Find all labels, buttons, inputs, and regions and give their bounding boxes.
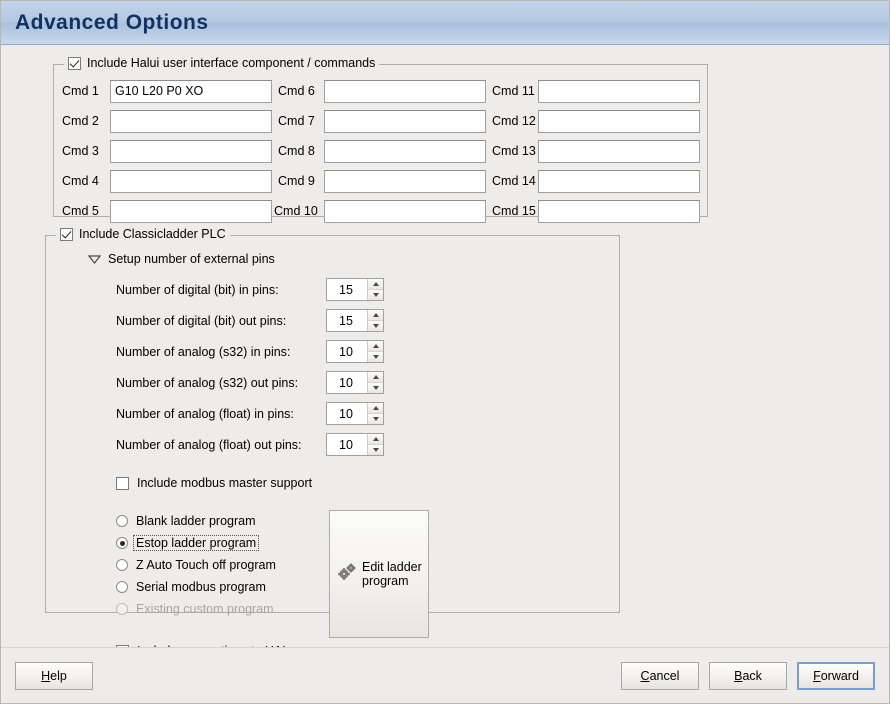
pin-row [64, 400, 609, 427]
edit-ladder-program-button[interactable] [329, 510, 429, 638]
cmd-input-2[interactable] [110, 110, 272, 133]
spinner-float-out[interactable] [326, 433, 384, 456]
radio-estop-ladder-indicator[interactable] [116, 537, 128, 549]
spinner-up-icon[interactable] [368, 403, 383, 414]
halui-group-label: Include Halui user interface component / commands [87, 56, 376, 70]
spinner-float-out-arrows[interactable] [367, 434, 383, 455]
titlebar [1, 1, 889, 45]
spinner-digital-out[interactable] [326, 309, 384, 332]
radio-blank-ladder-indicator[interactable] [116, 515, 128, 527]
spinner-up-icon[interactable] [368, 434, 383, 445]
spinner-float-in-value: 10 [339, 406, 353, 421]
pin-row [64, 276, 609, 303]
halui-command-grid [54, 65, 707, 231]
spinner-s32-in[interactable] [326, 340, 384, 363]
modbus-master-checkbox[interactable] [116, 477, 129, 490]
spinner-s32-out-value: 10 [339, 375, 353, 390]
radio-estop-ladder-label: Estop ladder program [133, 535, 259, 551]
modbus-master-label: Include modbus master support [137, 476, 313, 490]
spinner-down-icon[interactable] [368, 445, 383, 455]
gear-icon [336, 561, 358, 586]
cmd-input-1[interactable] [110, 80, 272, 103]
halui-group [53, 56, 708, 218]
cmd-input-3[interactable] [110, 140, 272, 163]
spinner-float-in[interactable] [326, 402, 384, 425]
program-radio-group [64, 510, 329, 638]
cmd-label-6: Cmd 6 [278, 84, 315, 98]
pin-row [64, 307, 609, 334]
cmd-label-4: Cmd 4 [62, 174, 99, 188]
edit-ladder-program-label: Edit ladder program [362, 559, 422, 588]
cmd-input-15[interactable] [538, 200, 700, 223]
radio-z-auto-touch-off-indicator[interactable] [116, 559, 128, 571]
radio-serial-modbus[interactable] [116, 576, 329, 598]
cmd-input-11[interactable] [538, 80, 700, 103]
spinner-down-icon[interactable] [368, 290, 383, 300]
cmd-input-9[interactable] [324, 170, 486, 193]
spinner-digital-in[interactable] [326, 278, 384, 301]
radio-blank-ladder[interactable] [116, 510, 329, 532]
pin-label-s32-in: Number of analog (s32) in pins: [116, 344, 291, 359]
halui-group-header[interactable] [64, 56, 379, 70]
radio-serial-modbus-indicator[interactable] [116, 581, 128, 593]
halui-enable-checkbox[interactable] [68, 57, 81, 70]
cmd-label-13: Cmd 13 [492, 144, 536, 158]
cmd-label-5: Cmd 5 [62, 204, 99, 218]
pin-row [64, 369, 609, 396]
radio-existing-custom-indicator [116, 603, 128, 615]
classicladder-group [45, 227, 620, 616]
cmd-label-15: Cmd 15 [492, 204, 536, 218]
spinner-down-icon[interactable] [368, 414, 383, 424]
cancel-button[interactable]: Cancel [621, 662, 699, 690]
spinner-up-icon[interactable] [368, 341, 383, 352]
cmd-label-14: Cmd 14 [492, 174, 536, 188]
spinner-digital-in-arrows[interactable] [367, 279, 383, 300]
dialog-button-bar [1, 647, 889, 703]
spinner-float-out-value: 10 [339, 437, 353, 452]
spinner-s32-in-value: 10 [339, 344, 353, 359]
pin-row [64, 431, 609, 458]
cmd-input-7[interactable] [324, 110, 486, 133]
back-button-label-rest: ack [742, 668, 762, 683]
cmd-input-6[interactable] [324, 80, 486, 103]
chevron-down-icon [88, 255, 101, 264]
cmd-label-2: Cmd 2 [62, 114, 99, 128]
cmd-label-11: Cmd 11 [492, 84, 535, 98]
radio-existing-custom [116, 598, 329, 620]
spinner-down-icon[interactable] [368, 383, 383, 393]
pin-label-digital-in: Number of digital (bit) in pins: [116, 282, 279, 297]
cmd-input-14[interactable] [538, 170, 700, 193]
back-button[interactable]: Back [709, 662, 787, 690]
radio-estop-ladder[interactable] [116, 532, 329, 554]
cmd-input-10[interactable] [324, 200, 486, 223]
external-pins-expander[interactable] [88, 252, 609, 266]
cmd-input-4[interactable] [110, 170, 272, 193]
classicladder-group-header[interactable] [56, 227, 230, 241]
spinner-up-icon[interactable] [368, 310, 383, 321]
cmd-input-13[interactable] [538, 140, 700, 163]
cancel-button-label-rest: ancel [649, 668, 680, 683]
cmd-input-8[interactable] [324, 140, 486, 163]
classicladder-enable-checkbox[interactable] [60, 228, 73, 241]
spinner-digital-in-value: 15 [339, 282, 353, 297]
radio-blank-ladder-label: Blank ladder program [136, 514, 256, 528]
spinner-up-icon[interactable] [368, 372, 383, 383]
external-pins-expander-label: Setup number of external pins [108, 252, 275, 266]
classicladder-body [46, 236, 619, 666]
forward-button[interactable]: Forward [797, 662, 875, 690]
modbus-master-row[interactable] [116, 476, 609, 490]
cmd-label-10: Cmd 10 [274, 204, 318, 218]
spinner-digital-out-value: 15 [339, 313, 353, 328]
cmd-label-9: Cmd 9 [278, 174, 315, 188]
spinner-down-icon[interactable] [368, 321, 383, 331]
cmd-input-12[interactable] [538, 110, 700, 133]
help-button-label-rest: elp [50, 668, 67, 683]
program-selection-area [64, 510, 609, 638]
spinner-s32-out-arrows[interactable] [367, 372, 383, 393]
cmd-label-8: Cmd 8 [278, 144, 315, 158]
pin-label-float-out: Number of analog (float) out pins: [116, 437, 302, 452]
spinner-s32-in-arrows[interactable] [367, 341, 383, 362]
pin-label-s32-out: Number of analog (s32) out pins: [116, 375, 299, 390]
radio-z-auto-touch-off-label: Z Auto Touch off program [136, 558, 276, 572]
pin-row [64, 338, 609, 365]
spinner-digital-out-arrows[interactable] [367, 310, 383, 331]
pin-label-float-in: Number of analog (float) in pins: [116, 406, 294, 421]
cmd-label-12: Cmd 12 [492, 114, 536, 128]
cmd-label-7: Cmd 7 [278, 114, 315, 128]
spinner-down-icon[interactable] [368, 352, 383, 362]
spinner-s32-out[interactable] [326, 371, 384, 394]
spinner-float-in-arrows[interactable] [367, 403, 383, 424]
spinner-up-icon[interactable] [368, 279, 383, 290]
cmd-label-3: Cmd 3 [62, 144, 99, 158]
help-button[interactable]: Help [15, 662, 93, 690]
radio-z-auto-touch-off[interactable] [116, 554, 329, 576]
cmd-input-5[interactable] [110, 200, 272, 223]
dialog-content [1, 46, 889, 647]
radio-existing-custom-label: Existing custom program [136, 602, 274, 616]
cmd-label-1: Cmd 1 [62, 84, 99, 98]
radio-serial-modbus-label: Serial modbus program [136, 580, 266, 594]
pin-label-digital-out: Number of digital (bit) out pins: [116, 313, 287, 328]
forward-button-label-rest: orward [820, 668, 859, 683]
page-title: Advanced Options [15, 10, 209, 34]
classicladder-group-label: Include Classicladder PLC [79, 227, 226, 241]
